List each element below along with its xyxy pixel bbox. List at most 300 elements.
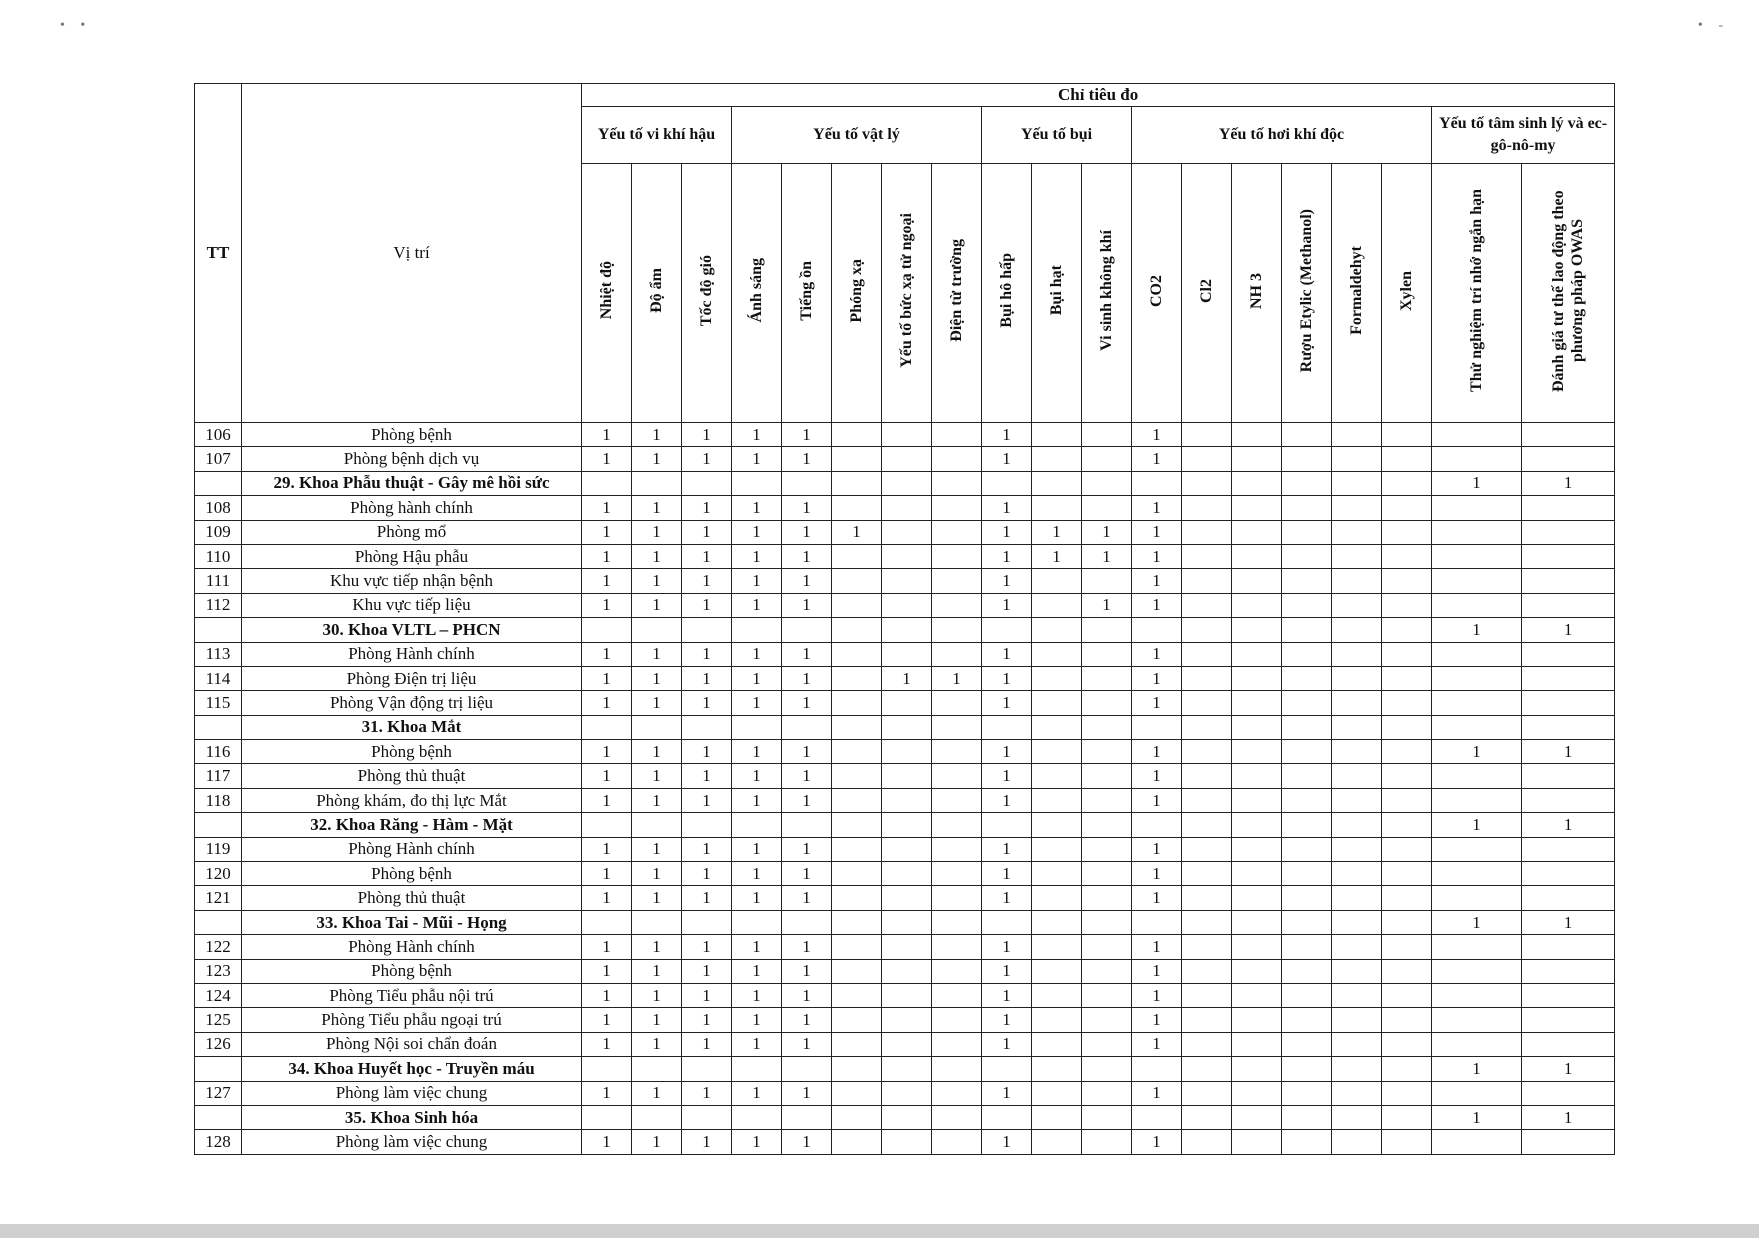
measure-cell: 1 xyxy=(632,959,682,983)
measure-cell xyxy=(932,496,982,520)
measure-cell xyxy=(1082,618,1132,642)
measure-cell xyxy=(1522,959,1615,983)
measure-cell xyxy=(1082,1032,1132,1056)
measure-cell xyxy=(1382,447,1432,471)
measure-cell xyxy=(1132,715,1182,739)
measure-cell xyxy=(1282,520,1332,544)
measure-cell: 1 xyxy=(982,447,1032,471)
measure-cell xyxy=(1432,862,1522,886)
measure-cell xyxy=(632,1105,682,1129)
measure-cell xyxy=(832,764,882,788)
measure-cell xyxy=(1132,1057,1182,1081)
row-number: 122 xyxy=(195,935,242,959)
measure-cell xyxy=(882,715,932,739)
measure-cell xyxy=(682,471,732,495)
measure-cell xyxy=(1232,813,1282,837)
measure-cell xyxy=(1082,740,1132,764)
measure-cell: 1 xyxy=(732,642,782,666)
measure-cell: 1 xyxy=(632,447,682,471)
measure-cell xyxy=(1432,1081,1522,1105)
measure-cell xyxy=(832,813,882,837)
measure-cell: 1 xyxy=(632,1130,682,1154)
header-column-label: Điện từ trường xyxy=(948,239,965,342)
measure-cell xyxy=(1082,837,1132,861)
measure-cell xyxy=(782,1057,832,1081)
table-row xyxy=(195,666,1615,690)
measure-cell xyxy=(1232,959,1282,983)
measure-cell xyxy=(932,983,982,1007)
table-row xyxy=(195,642,1615,666)
measure-cell xyxy=(782,471,832,495)
measure-cell xyxy=(832,935,882,959)
measure-cell: 1 xyxy=(732,593,782,617)
measure-cell xyxy=(1032,642,1082,666)
measure-cell: 1 xyxy=(682,862,732,886)
measure-cell xyxy=(982,910,1032,934)
measure-cell xyxy=(1032,447,1082,471)
measure-cell: 1 xyxy=(632,788,682,812)
measure-cell xyxy=(1432,935,1522,959)
section-row xyxy=(195,813,1615,837)
measure-cell xyxy=(1032,1081,1082,1105)
measure-cell xyxy=(1282,1081,1332,1105)
measure-cell: 1 xyxy=(682,642,732,666)
measure-cell: 1 xyxy=(732,569,782,593)
measure-cell xyxy=(1082,715,1132,739)
header-column xyxy=(882,164,932,423)
measure-cell: 1 xyxy=(982,691,1032,715)
measure-cell xyxy=(882,1032,932,1056)
measure-cell xyxy=(882,569,932,593)
header-column-label: Yếu tố bức xạ tử ngoại xyxy=(898,213,915,368)
measure-cell xyxy=(782,618,832,642)
measure-cell xyxy=(1332,496,1382,520)
measure-cell xyxy=(832,1008,882,1032)
measure-cell: 1 xyxy=(632,544,682,568)
measure-cell xyxy=(882,593,932,617)
measure-cell: 1 xyxy=(1432,471,1522,495)
measure-cell: 1 xyxy=(582,764,632,788)
measure-cell xyxy=(1282,1057,1332,1081)
measure-cell xyxy=(832,983,882,1007)
measure-cell xyxy=(1182,593,1232,617)
measure-cell xyxy=(1232,447,1282,471)
measure-cell xyxy=(1332,764,1382,788)
measure-cell: 1 xyxy=(782,886,832,910)
measure-cell: 1 xyxy=(582,423,632,447)
measure-cell xyxy=(1382,983,1432,1007)
row-number: 115 xyxy=(195,691,242,715)
section-row xyxy=(195,618,1615,642)
measure-cell: 1 xyxy=(1132,496,1182,520)
measure-cell: 1 xyxy=(632,1032,682,1056)
measure-cell xyxy=(1082,910,1132,934)
measure-cell: 1 xyxy=(982,1008,1032,1032)
measure-cell xyxy=(1032,1105,1082,1129)
measure-cell: 1 xyxy=(632,666,682,690)
measure-cell xyxy=(1382,642,1432,666)
measure-cell xyxy=(1382,813,1432,837)
measure-cell xyxy=(1432,423,1522,447)
measure-cell xyxy=(832,886,882,910)
measure-cell xyxy=(882,788,932,812)
measure-cell xyxy=(1182,447,1232,471)
header-group: Yếu tố hơi khí độc xyxy=(1132,107,1432,164)
measure-cell xyxy=(1182,740,1232,764)
measure-cell xyxy=(1032,983,1082,1007)
row-number: 128 xyxy=(195,1130,242,1154)
measure-cell: 1 xyxy=(982,837,1032,861)
measure-cell xyxy=(832,1105,882,1129)
measure-cell: 1 xyxy=(582,959,632,983)
measure-cell xyxy=(1232,569,1282,593)
measure-cell xyxy=(1232,764,1282,788)
measure-cell xyxy=(1432,520,1522,544)
measure-cell: 1 xyxy=(582,1081,632,1105)
header-column-label: Tiếng ồn xyxy=(798,260,815,321)
measure-cell: 1 xyxy=(782,569,832,593)
measure-cell xyxy=(1522,691,1615,715)
measure-cell xyxy=(882,740,932,764)
row-number xyxy=(195,910,242,934)
measure-cell: 1 xyxy=(582,496,632,520)
measure-cell xyxy=(882,423,932,447)
measure-cell: 1 xyxy=(632,764,682,788)
measure-cell: 1 xyxy=(682,788,732,812)
measure-cell xyxy=(1182,618,1232,642)
measure-cell: 1 xyxy=(782,862,832,886)
measure-cell xyxy=(1432,544,1522,568)
location-name: Phòng Hành chính xyxy=(242,837,582,861)
measure-cell xyxy=(1232,1032,1282,1056)
measure-cell: 1 xyxy=(782,788,832,812)
measure-cell xyxy=(1282,666,1332,690)
measure-cell xyxy=(1032,1032,1082,1056)
measure-cell: 1 xyxy=(982,764,1032,788)
measure-cell: 1 xyxy=(732,935,782,959)
measure-cell xyxy=(1282,1008,1332,1032)
table-row xyxy=(195,935,1615,959)
section-row xyxy=(195,715,1615,739)
measure-cell xyxy=(932,959,982,983)
measure-cell: 1 xyxy=(1132,569,1182,593)
measure-cell xyxy=(1082,569,1132,593)
row-number: 126 xyxy=(195,1032,242,1056)
measure-cell xyxy=(1232,618,1282,642)
measure-cell xyxy=(582,910,632,934)
measure-cell xyxy=(1382,471,1432,495)
measure-cell xyxy=(882,544,932,568)
measure-cell: 1 xyxy=(632,423,682,447)
table-row xyxy=(195,764,1615,788)
header-column-label: Phóng xạ xyxy=(848,258,865,323)
measure-cell: 1 xyxy=(732,764,782,788)
measure-cell xyxy=(832,593,882,617)
measure-cell xyxy=(1332,593,1382,617)
row-number: 107 xyxy=(195,447,242,471)
measure-cell xyxy=(1332,520,1382,544)
measure-cell xyxy=(1332,471,1382,495)
measure-cell xyxy=(1182,862,1232,886)
measure-cell xyxy=(1082,447,1132,471)
measure-cell xyxy=(1082,1105,1132,1129)
measure-cell: 1 xyxy=(632,642,682,666)
table-row xyxy=(195,740,1615,764)
scan-dots-left: • • xyxy=(60,18,92,33)
measure-cell xyxy=(1182,1008,1232,1032)
section-title: 33. Khoa Tai - Mũi - Họng xyxy=(242,910,582,934)
measure-cell xyxy=(1232,496,1282,520)
location-name: Phòng bệnh xyxy=(242,959,582,983)
measure-cell: 1 xyxy=(982,959,1032,983)
measure-cell xyxy=(1522,593,1615,617)
measure-cell xyxy=(1032,715,1082,739)
measure-cell xyxy=(932,520,982,544)
measure-cell xyxy=(1082,959,1132,983)
measure-cell xyxy=(1182,1032,1232,1056)
location-name: Phòng bệnh dịch vụ xyxy=(242,447,582,471)
measure-cell xyxy=(882,764,932,788)
section-row xyxy=(195,910,1615,934)
measure-cell: 1 xyxy=(732,959,782,983)
measure-cell xyxy=(1182,715,1232,739)
table-header xyxy=(195,84,1615,423)
measure-cell xyxy=(1332,1032,1382,1056)
header-column-label: Đánh giá tư thế lao động theo phương pháp OWAS xyxy=(1550,189,1587,392)
header-column-label: Formaldehyt xyxy=(1348,246,1365,335)
measure-cell: 1 xyxy=(782,666,832,690)
measure-cell: 1 xyxy=(982,496,1032,520)
measure-cell xyxy=(1282,740,1332,764)
measure-cell: 1 xyxy=(1032,520,1082,544)
measure-cell xyxy=(1032,569,1082,593)
measure-cell xyxy=(632,715,682,739)
measure-cell xyxy=(1182,496,1232,520)
measure-cell xyxy=(932,642,982,666)
section-row xyxy=(195,471,1615,495)
measure-cell xyxy=(1182,813,1232,837)
measure-cell xyxy=(1522,544,1615,568)
measure-cell xyxy=(1432,715,1522,739)
measure-cell xyxy=(1382,691,1432,715)
measure-cell xyxy=(832,666,882,690)
measure-cell: 1 xyxy=(682,520,732,544)
measure-cell xyxy=(832,715,882,739)
measure-cell xyxy=(1082,642,1132,666)
measure-cell: 1 xyxy=(782,496,832,520)
measure-cell xyxy=(1282,910,1332,934)
measure-cell xyxy=(1232,691,1282,715)
measure-cell xyxy=(1182,642,1232,666)
header-column xyxy=(1132,164,1182,423)
measure-cell xyxy=(1432,593,1522,617)
measure-cell xyxy=(932,1057,982,1081)
measure-cell: 1 xyxy=(632,1008,682,1032)
measure-cell xyxy=(1332,691,1382,715)
header-column xyxy=(1522,164,1615,423)
measure-cell xyxy=(1282,715,1332,739)
measure-cell: 1 xyxy=(682,935,732,959)
measure-cell xyxy=(882,813,932,837)
measure-cell: 1 xyxy=(682,764,732,788)
measure-cell: 1 xyxy=(632,691,682,715)
measure-cell: 1 xyxy=(732,1008,782,1032)
measure-cell xyxy=(1432,496,1522,520)
measure-cell xyxy=(832,837,882,861)
measure-cell xyxy=(1232,983,1282,1007)
measure-cell: 1 xyxy=(732,837,782,861)
measure-cell: 1 xyxy=(682,423,732,447)
measure-cell xyxy=(1182,1105,1232,1129)
measure-cell: 1 xyxy=(632,837,682,861)
measure-cell xyxy=(1522,423,1615,447)
measure-cell xyxy=(832,862,882,886)
measure-cell: 1 xyxy=(632,740,682,764)
header-chi-tieu-do: Chỉ tiêu đo xyxy=(582,84,1615,107)
table-row xyxy=(195,544,1615,568)
measure-cell: 1 xyxy=(632,496,682,520)
row-number xyxy=(195,715,242,739)
table-row xyxy=(195,862,1615,886)
measure-cell xyxy=(1432,1130,1522,1154)
measure-cell xyxy=(1522,837,1615,861)
measure-cell: 1 xyxy=(982,1081,1032,1105)
measure-cell: 1 xyxy=(982,423,1032,447)
measure-cell: 1 xyxy=(782,423,832,447)
measure-cell: 1 xyxy=(782,959,832,983)
measure-cell xyxy=(632,1057,682,1081)
measure-cell: 1 xyxy=(982,1032,1032,1056)
measure-cell xyxy=(782,813,832,837)
header-column xyxy=(1232,164,1282,423)
measure-cell: 1 xyxy=(682,593,732,617)
measure-cell: 1 xyxy=(1522,813,1615,837)
measure-cell xyxy=(1082,983,1132,1007)
measure-cell: 1 xyxy=(982,862,1032,886)
measure-cell xyxy=(1332,886,1382,910)
measure-cell xyxy=(1032,788,1082,812)
measure-cell xyxy=(1232,862,1282,886)
measure-cell xyxy=(1282,691,1332,715)
measure-cell: 1 xyxy=(982,593,1032,617)
measure-cell xyxy=(1332,813,1382,837)
row-number: 106 xyxy=(195,423,242,447)
measure-cell: 1 xyxy=(682,1081,732,1105)
measure-cell: 1 xyxy=(1522,740,1615,764)
measure-cell xyxy=(1282,496,1332,520)
table-body xyxy=(195,423,1615,1155)
measure-cell xyxy=(932,1032,982,1056)
measure-cell: 1 xyxy=(732,496,782,520)
measure-cell: 1 xyxy=(782,764,832,788)
measure-cell xyxy=(982,813,1032,837)
measure-cell xyxy=(1332,959,1382,983)
measure-cell: 1 xyxy=(1432,1105,1522,1129)
measure-cell: 1 xyxy=(982,1130,1032,1154)
measure-cell xyxy=(1522,666,1615,690)
measure-cell: 1 xyxy=(782,983,832,1007)
row-number: 117 xyxy=(195,764,242,788)
row-number: 116 xyxy=(195,740,242,764)
measure-cell: 1 xyxy=(1432,618,1522,642)
location-name: Phòng bệnh xyxy=(242,862,582,886)
measure-cell: 1 xyxy=(782,1081,832,1105)
measure-cell xyxy=(1332,1081,1382,1105)
measure-cell xyxy=(932,1105,982,1129)
table-row xyxy=(195,520,1615,544)
measure-cell: 1 xyxy=(632,1081,682,1105)
row-number: 113 xyxy=(195,642,242,666)
section-title: 30. Khoa VLTL – PHCN xyxy=(242,618,582,642)
measure-cell xyxy=(582,715,632,739)
header-column-label: NH 3 xyxy=(1248,272,1265,309)
location-name: Phòng khám, đo thị lực Mắt xyxy=(242,788,582,812)
measure-cell xyxy=(882,910,932,934)
measure-cell xyxy=(882,447,932,471)
measure-cell xyxy=(882,1081,932,1105)
measure-cell xyxy=(1082,471,1132,495)
measure-cell xyxy=(1232,935,1282,959)
measure-cell xyxy=(1282,813,1332,837)
measure-cell xyxy=(832,691,882,715)
measure-cell xyxy=(1032,1130,1082,1154)
measure-cell xyxy=(1282,593,1332,617)
measure-cell xyxy=(1082,935,1132,959)
measure-cell xyxy=(1232,1081,1282,1105)
table-row xyxy=(195,837,1615,861)
measure-cell xyxy=(1522,520,1615,544)
measure-cell xyxy=(732,1105,782,1129)
measure-cell xyxy=(1432,886,1522,910)
measure-cell: 1 xyxy=(982,740,1032,764)
table-row xyxy=(195,1032,1615,1056)
location-name: Phòng Vận động trị liệu xyxy=(242,691,582,715)
measure-cell xyxy=(1522,1081,1615,1105)
table-row xyxy=(195,691,1615,715)
measure-cell xyxy=(632,618,682,642)
measure-cell xyxy=(582,471,632,495)
location-name: Phòng Nội soi chẩn đoán xyxy=(242,1032,582,1056)
section-row xyxy=(195,1105,1615,1129)
location-name: Phòng làm việc chung xyxy=(242,1081,582,1105)
measure-cell xyxy=(832,740,882,764)
measure-cell xyxy=(1522,447,1615,471)
header-column xyxy=(932,164,982,423)
measure-cell: 1 xyxy=(1432,813,1522,837)
header-column xyxy=(582,164,632,423)
measure-cell xyxy=(1232,544,1282,568)
measure-cell xyxy=(1282,447,1332,471)
measure-cell: 1 xyxy=(732,788,782,812)
row-number xyxy=(195,813,242,837)
measure-cell xyxy=(1032,1008,1082,1032)
table-row xyxy=(195,569,1615,593)
measure-cell: 1 xyxy=(782,1032,832,1056)
measure-cell xyxy=(832,1032,882,1056)
measure-cell xyxy=(1282,788,1332,812)
measure-cell xyxy=(782,1105,832,1129)
measure-cell xyxy=(1382,886,1432,910)
measure-cell xyxy=(1032,618,1082,642)
measure-cell xyxy=(1282,618,1332,642)
measure-cell: 1 xyxy=(682,959,732,983)
measure-cell xyxy=(1082,691,1132,715)
measure-cell: 1 xyxy=(1132,740,1182,764)
measure-cell xyxy=(1432,959,1522,983)
measure-cell xyxy=(882,642,932,666)
measure-cell xyxy=(732,471,782,495)
measure-cell xyxy=(1382,544,1432,568)
